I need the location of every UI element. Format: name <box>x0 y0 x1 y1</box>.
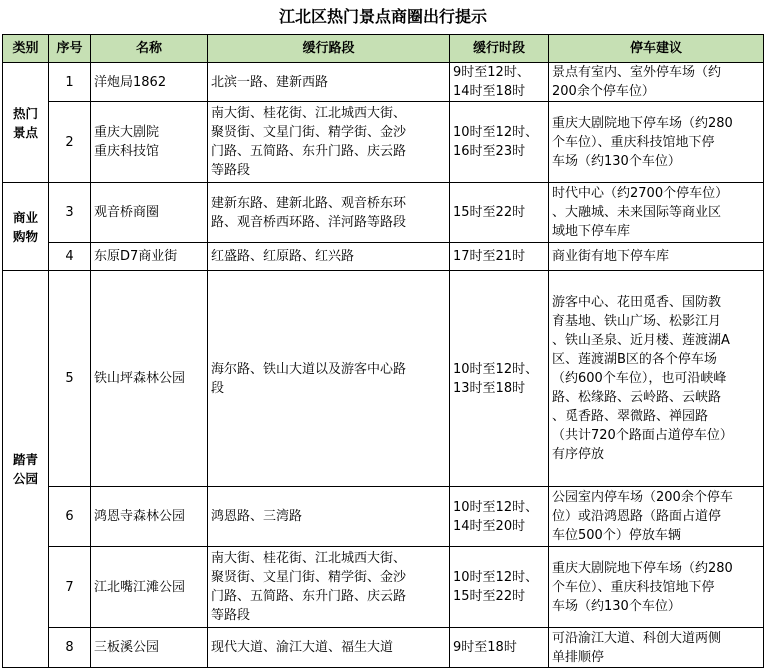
row-time <box>450 243 549 271</box>
row-name <box>91 547 208 628</box>
parking-line: 域地下停车库 <box>552 224 631 239</box>
row-parking <box>549 63 764 102</box>
header-category: 类别 <box>3 35 49 63</box>
route-line: 门路、五简路、东升门路、庆云路 <box>211 589 407 604</box>
row-route <box>208 547 450 628</box>
parking-line: 200余个停车位） <box>552 84 655 99</box>
parking-line: 单排顺停 <box>552 649 605 665</box>
route-line: 现代大道、渝江大道、福生大道 <box>211 640 394 655</box>
table-row <box>3 547 764 628</box>
table-row <box>3 487 764 547</box>
header-parking: 停车建议 <box>549 35 764 63</box>
row-parking <box>549 102 764 183</box>
row-route <box>208 183 450 243</box>
row-no: 1 <box>49 63 91 102</box>
row-name <box>91 183 208 243</box>
category-line: 景点 <box>12 124 38 140</box>
route-line: 南大街、桂花街、江北城西大街、 <box>211 551 407 566</box>
parking-line: 车位500个）停放车辆 <box>552 528 681 543</box>
parking-line: （约600个车位），也可沿峡峰 <box>552 371 727 386</box>
name-line: 洋炮局1862 <box>94 74 167 90</box>
route-line: 聚贤街、文星门街、精学街、金沙 <box>211 570 407 585</box>
row-parking <box>549 547 764 628</box>
travel-tips-table <box>2 34 764 668</box>
route-line: 建新东路、建新北路、观音桥东环 <box>211 195 407 211</box>
route-line: 鸿恩路、三湾路 <box>211 509 303 524</box>
route-line: 海尔路、铁山大道以及游客中心路 <box>211 361 407 377</box>
header-no: 序号 <box>49 35 91 63</box>
category-cell <box>3 63 49 183</box>
row-no: 8 <box>49 628 91 668</box>
row-no: 2 <box>49 102 91 183</box>
row-route <box>208 628 450 668</box>
route-line: 红盛路、红原路、红兴路 <box>211 249 355 264</box>
name-line: 鸿恩寺森林公园 <box>94 509 186 524</box>
category-line: 购物 <box>12 228 38 244</box>
parking-line: 景点有室内、室外停车场（约 <box>552 65 722 80</box>
table-row <box>3 183 764 243</box>
header-time: 缓行时段 <box>450 35 549 63</box>
name-line: 重庆大剧院 <box>94 125 160 140</box>
route-line: 段 <box>211 380 225 396</box>
row-route <box>208 487 450 547</box>
table-row <box>3 63 764 102</box>
time-line: 14时至20时 <box>453 518 526 534</box>
row-time <box>450 271 549 487</box>
row-parking <box>549 243 764 271</box>
parking-line: 车场（约130个车位） <box>552 153 681 169</box>
category-line: 踏青 <box>12 452 38 467</box>
name-line: 铁山坪森林公园 <box>94 371 186 386</box>
route-line: 南大街、桂花街、江北城西大街、 <box>211 106 407 121</box>
row-no: 4 <box>49 243 91 271</box>
parking-line: 时代中心（约2700个停车位） <box>552 186 729 201</box>
row-route <box>208 102 450 183</box>
row-route <box>208 63 450 102</box>
time-line: 10时至12时、 <box>453 570 539 585</box>
route-line: 聚贤街、文星门街、精学街、金沙 <box>211 125 407 140</box>
row-name <box>91 102 208 183</box>
time-line: 10时至12时、 <box>453 125 539 140</box>
parking-line: 有序停放 <box>552 447 605 462</box>
parking-line: 、觅香路、翠微路、禅园路 <box>552 409 709 424</box>
row-no: 6 <box>49 487 91 547</box>
row-no: 5 <box>49 271 91 487</box>
route-line: 北滨一路、建新西路 <box>211 74 329 90</box>
row-time <box>450 183 549 243</box>
row-time <box>450 63 549 102</box>
parking-line: 可沿渝江大道、科创大道两侧 <box>552 630 722 646</box>
header-name: 名称 <box>91 35 208 63</box>
category-cell <box>3 271 49 668</box>
row-parking <box>549 628 764 668</box>
row-name <box>91 243 208 271</box>
parking-line: 商业街有地下停车库 <box>552 249 670 264</box>
row-time <box>450 487 549 547</box>
parking-line: 路、松缘路、云岭路、云峡路 <box>552 390 722 405</box>
table-row <box>3 271 764 487</box>
parking-line: 重庆大剧院地下停车场（约280 <box>552 560 733 576</box>
name-line: 观音桥商圈 <box>94 205 160 220</box>
row-name <box>91 487 208 547</box>
parking-line: 个车位）、重庆科技馆地下停 <box>552 579 715 595</box>
parking-line: 育基地、铁山广场、松影江月 <box>552 314 722 329</box>
row-time <box>450 628 549 668</box>
category-cell <box>3 183 49 271</box>
row-time <box>450 547 549 628</box>
time-line: 16时至23时 <box>453 144 526 159</box>
parking-line: （共计720个路面占道停车位） <box>552 428 733 443</box>
time-line: 13时至18时 <box>453 380 526 396</box>
name-line: 三板溪公园 <box>94 640 160 655</box>
row-route <box>208 243 450 271</box>
parking-line: 公园室内停车场（200余个停车 <box>552 490 733 505</box>
parking-line: 区、莲渡湖B区的各个停车场 <box>552 352 717 367</box>
row-name <box>91 271 208 487</box>
name-line: 重庆科技馆 <box>94 144 160 159</box>
table-row <box>3 102 764 183</box>
row-no: 3 <box>49 183 91 243</box>
time-line: 9时至18时 <box>453 640 517 655</box>
parking-line: 游客中心、花田觅香、国防教 <box>552 295 722 310</box>
time-line: 14时至18时 <box>453 84 526 99</box>
row-parking <box>549 183 764 243</box>
header-route: 缓行路段 <box>208 35 450 63</box>
row-time <box>450 102 549 183</box>
parking-line: 位）或沿鸿恩路（路面占道停 <box>552 509 722 524</box>
row-parking <box>549 271 764 487</box>
time-line: 9时至12时、 <box>453 65 530 80</box>
time-line: 10时至12时、 <box>453 499 539 515</box>
page-title: 江北区热门景点商圈出行提示 <box>278 7 487 26</box>
parking-line: 个车位）、重庆科技馆地下停 <box>552 134 715 150</box>
row-no: 7 <box>49 547 91 628</box>
route-line: 等路段 <box>211 163 251 178</box>
time-line: 15时至22时 <box>453 589 526 604</box>
route-line: 等路段 <box>211 608 251 623</box>
row-name <box>91 628 208 668</box>
time-line: 15时至22时 <box>453 205 526 220</box>
header-row <box>3 35 764 63</box>
category-line: 商业 <box>12 209 38 225</box>
table-row <box>3 243 764 271</box>
route-line: 门路、五简路、东升门路、庆云路 <box>211 144 407 159</box>
name-line: 江北嘴江滩公园 <box>94 579 186 595</box>
category-line: 热门 <box>12 105 38 121</box>
parking-line: 、大融城、未来国际等商业区 <box>552 205 722 220</box>
row-parking <box>549 487 764 547</box>
parking-line: 重庆大剧院地下停车场（约280 <box>552 115 733 131</box>
time-line: 10时至12时、 <box>453 361 539 377</box>
parking-line: 、铁山圣泉、近月楼、莲渡湖A <box>552 333 730 348</box>
name-line: 东原D7商业街 <box>94 249 178 264</box>
row-name <box>91 63 208 102</box>
category-line: 公园 <box>12 471 38 486</box>
row-route <box>208 271 450 487</box>
time-line: 17时至21时 <box>453 249 526 264</box>
route-line: 路、观音桥西环路、洋河路等路段 <box>211 214 407 230</box>
table-row <box>3 628 764 668</box>
parking-line: 车场（约130个车位） <box>552 598 681 614</box>
